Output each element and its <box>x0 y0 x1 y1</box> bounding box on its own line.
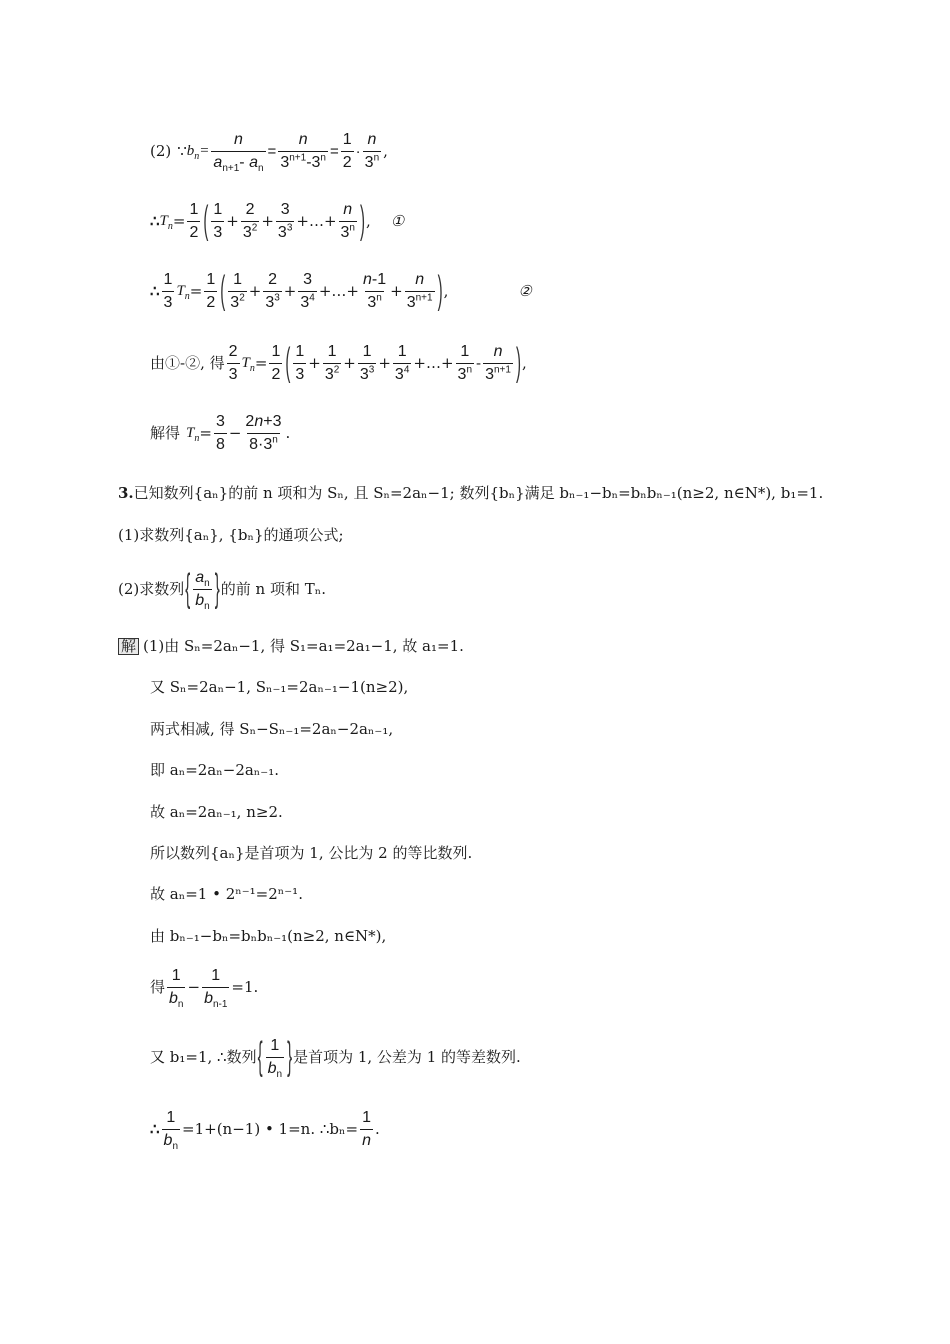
part2-line-solve: 解得 $T_n$ = $\frac{3}{8}$ − $\frac{2n+3}{8\cdot 3^n}$ . <box>150 413 291 453</box>
solution-line-9: 得 $\frac{1}{b_n}$ − $\frac{1}{b_{n-1}}$ =1. <box>150 967 259 1011</box>
therefore-symbol: ∴ <box>150 282 160 300</box>
solution-line-10: 又 b₁=1, ∴数列 { $\frac{1}{b_n}$ } 是首项为 1, 公差为 1 的等差数列. <box>150 1035 521 1081</box>
part2-line-Tn: ∴ $T_n$ = $\frac{1}{2}$ ( $\frac{1}{3}$ + $\frac{2}{3^2}$ + $\frac{3}{3^3}$ +…+ $\frac{n}{3^n}$ ) , ① <box>150 199 405 244</box>
solution-line-8: 由 bₙ₋₁−bₙ=bₙbₙ₋₁(n≥2, n∈N*), <box>150 927 387 945</box>
part2-comma: , <box>383 142 388 160</box>
bn-def: $b_n=$ <box>186 143 210 162</box>
solution-line-4: 即 aₙ=2aₙ−2aₙ₋₁. <box>150 761 279 779</box>
solve-prefix: 解得 <box>150 424 181 442</box>
problem3-question2: (2)求数列 { $\frac{a_n}{b_n}$ } 的前 n 项和 Tₙ. <box>118 567 326 613</box>
subtract-prefix: 由①-②, 得 <box>150 354 225 372</box>
part2-line-subtract: 由①-②, 得 $\frac{2}{3}$ $T_n$ = $\frac{1}{2}$ ( $\frac{1}{3}$ + $\frac{1}{3^2}$ + $\frac{1}{3^3}$ + $\frac{1}{3^4}$ +…+ $\frac{1}{3^n}$ - $\frac{n}{3^{n+1}}$ ) , <box>150 341 527 386</box>
equation-marker-1: ① <box>390 212 405 230</box>
solution-line-6: 所以数列{aₙ}是首项为 1, 公比为 2 的等比数列. <box>150 844 473 862</box>
fraction-n-over-3n: $\frac{n}{3^n}$ <box>364 131 380 171</box>
solution-line-11: ∴ $\frac{1}{b_n}$ =1+(n−1) • 1=n. ∴bₙ= $\frac{1}{n}$ . <box>150 1109 380 1153</box>
problem-text: 已知数列{aₙ}的前 n 项和为 Sₙ, 且 Sₙ=2aₙ−1; 数列{bₙ}满足 bₙ₋₁−bₙ=bₙbₙ₋₁(n≥2, n∈N*), b₁=1. <box>133 484 824 502</box>
part2-label: (2) <box>150 142 172 160</box>
part2-line-third-Tn: ∴ $\frac{1}{3}$ $T_n$ = $\frac{1}{2}$ ( $\frac{1}{3^2}$ + $\frac{2}{3^3}$ + $\frac{3}{3^4}$ +…+ $\frac{n-1}{3^n}$ + $\frac{n}{3^{n+1}}$ ) , ② <box>150 269 532 314</box>
solution-line-2: 又 Sₙ=2aₙ−1, Sₙ₋₁=2aₙ₋₁−1(n≥2), <box>150 678 409 696</box>
problem-number: 3. <box>118 484 134 502</box>
problem3-question1: (1)求数列{aₙ}, {bₙ}的通项公式; <box>118 526 344 544</box>
problem3-statement <box>118 486 823 501</box>
solution-line-7: 故 aₙ=1 • 2ⁿ⁻¹=2ⁿ⁻¹. <box>150 885 303 903</box>
fraction-n-over-3pow: $\frac{n}{3^{n+1}-3^n}$ <box>280 131 326 171</box>
fraction-half: $\frac{1}{2}$ <box>342 131 352 171</box>
equation-marker-2: ② <box>518 282 532 300</box>
fraction-n-over-diff: $\frac{n}{a_{n+1}- a_n}$ <box>213 131 264 175</box>
solution-line-3: 两式相减, 得 Sₙ−Sₙ₋₁=2aₙ−2aₙ₋₁, <box>150 720 394 738</box>
because-symbol: ∵ <box>177 142 187 160</box>
solution-line-1: 解 (1)由 Sₙ=2aₙ−1, 得 S₁=a₁=2a₁−1, 故 a₁=1. <box>118 638 464 655</box>
solution-line-5: 故 aₙ=2aₙ₋₁, n≥2. <box>150 803 283 821</box>
solution-badge: 解 <box>118 638 139 655</box>
part2-line-bn: (2) ∵ $b_n=$ $\frac{n}{a_{n+1}- a_n}$ = $\frac{n}{3^{n+1}-3^n}$ = $\frac{1}{2}$ · $\frac{n}{3^n}$ , <box>150 131 388 175</box>
